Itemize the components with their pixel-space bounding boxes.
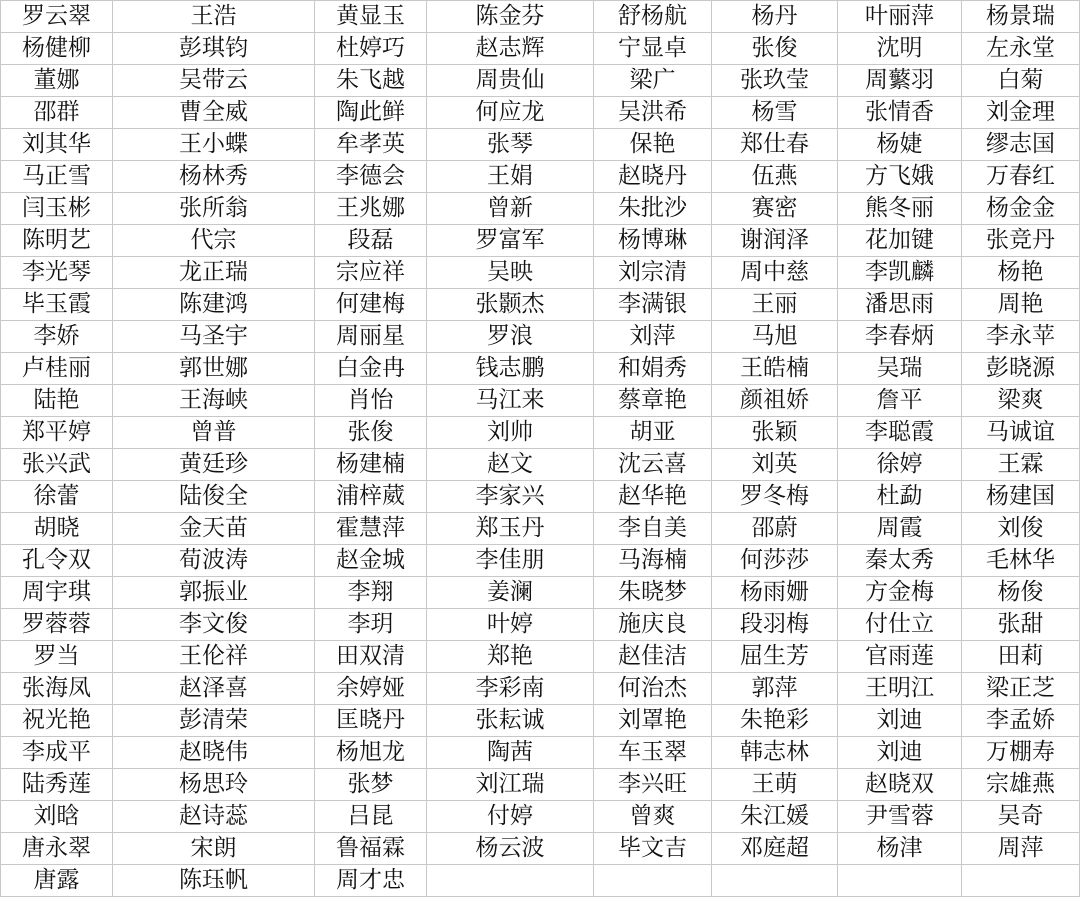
name-cell: 陶茜 bbox=[427, 737, 594, 769]
name-cell: 李聪霞 bbox=[838, 417, 962, 449]
name-cell: 周中慈 bbox=[712, 257, 838, 289]
name-cell: 王丽 bbox=[712, 289, 838, 321]
name-cell: 吴映 bbox=[427, 257, 594, 289]
name-cell: 李玥 bbox=[315, 609, 427, 641]
name-cell: 杨云波 bbox=[427, 833, 594, 865]
name-cell: 杨健柳 bbox=[1, 33, 113, 65]
name-cell: 何治杰 bbox=[594, 673, 712, 705]
name-cell: 张海凤 bbox=[1, 673, 113, 705]
name-cell: 左永堂 bbox=[962, 33, 1080, 65]
name-cell: 马诚谊 bbox=[962, 417, 1080, 449]
name-cell: 陈珏帆 bbox=[113, 865, 315, 897]
name-cell: 陆艳 bbox=[1, 385, 113, 417]
name-cell: 王小蝶 bbox=[113, 129, 315, 161]
name-cell: 牟孝英 bbox=[315, 129, 427, 161]
name-cell: 王海峡 bbox=[113, 385, 315, 417]
name-cell: 邓庭超 bbox=[712, 833, 838, 865]
table-row bbox=[1, 97, 1080, 129]
name-cell: 肖怡 bbox=[315, 385, 427, 417]
name-cell: 缪志国 bbox=[962, 129, 1080, 161]
name-cell: 陈建鸿 bbox=[113, 289, 315, 321]
name-cell: 刘罩艳 bbox=[594, 705, 712, 737]
name-cell: 赵诗蕊 bbox=[113, 801, 315, 833]
name-cell: 杜勐 bbox=[838, 481, 962, 513]
table-row bbox=[1, 609, 1080, 641]
name-cell: 秦太秀 bbox=[838, 545, 962, 577]
name-cell: 王萌 bbox=[712, 769, 838, 801]
name-cell bbox=[427, 865, 594, 897]
name-cell: 刘金理 bbox=[962, 97, 1080, 129]
name-cell: 沈明 bbox=[838, 33, 962, 65]
name-cell: 付仕立 bbox=[838, 609, 962, 641]
table-row bbox=[1, 257, 1080, 289]
name-cell: 李佳朋 bbox=[427, 545, 594, 577]
name-cell: 谢润泽 bbox=[712, 225, 838, 257]
name-cell: 杨丹 bbox=[712, 1, 838, 33]
name-cell: 罗富军 bbox=[427, 225, 594, 257]
table-row bbox=[1, 769, 1080, 801]
name-cell: 杨林秀 bbox=[113, 161, 315, 193]
name-cell: 杨雪 bbox=[712, 97, 838, 129]
name-cell bbox=[838, 865, 962, 897]
name-cell: 周艳 bbox=[962, 289, 1080, 321]
name-cell: 赵泽喜 bbox=[113, 673, 315, 705]
name-cell: 郭世娜 bbox=[113, 353, 315, 385]
table-row bbox=[1, 801, 1080, 833]
name-cell: 杨博琳 bbox=[594, 225, 712, 257]
name-cell: 曹全威 bbox=[113, 97, 315, 129]
name-cell: 官雨莲 bbox=[838, 641, 962, 673]
name-cell: 白菊 bbox=[962, 65, 1080, 97]
name-cell: 李满银 bbox=[594, 289, 712, 321]
name-cell: 刘英 bbox=[712, 449, 838, 481]
name-cell: 陆俊全 bbox=[113, 481, 315, 513]
name-cell: 张颢杰 bbox=[427, 289, 594, 321]
name-cell: 彭清荣 bbox=[113, 705, 315, 737]
name-cell: 陈金芬 bbox=[427, 1, 594, 33]
name-cell: 杨旭龙 bbox=[315, 737, 427, 769]
name-cell: 吴瑞 bbox=[838, 353, 962, 385]
name-cell: 朱批沙 bbox=[594, 193, 712, 225]
name-cell: 沈云喜 bbox=[594, 449, 712, 481]
name-cell: 张琴 bbox=[427, 129, 594, 161]
name-cell: 何应龙 bbox=[427, 97, 594, 129]
table-row bbox=[1, 353, 1080, 385]
name-cell: 白金冉 bbox=[315, 353, 427, 385]
name-cell: 荀波涛 bbox=[113, 545, 315, 577]
table-row bbox=[1, 577, 1080, 609]
name-cell: 王浩 bbox=[113, 1, 315, 33]
name-cell: 王明江 bbox=[838, 673, 962, 705]
name-cell bbox=[594, 865, 712, 897]
name-cell: 陈明艺 bbox=[1, 225, 113, 257]
name-cell: 周霞 bbox=[838, 513, 962, 545]
name-cell: 张所翁 bbox=[113, 193, 315, 225]
name-cell: 刘晗 bbox=[1, 801, 113, 833]
name-cell: 叶婷 bbox=[427, 609, 594, 641]
name-cell: 彭晓源 bbox=[962, 353, 1080, 385]
name-cell: 邵蔚 bbox=[712, 513, 838, 545]
name-cell: 郑仕春 bbox=[712, 129, 838, 161]
name-cell: 赵晓伟 bbox=[113, 737, 315, 769]
name-cell: 徐蕾 bbox=[1, 481, 113, 513]
name-cell: 郭萍 bbox=[712, 673, 838, 705]
name-cell: 田莉 bbox=[962, 641, 1080, 673]
name-cell: 韩志林 bbox=[712, 737, 838, 769]
name-cell: 段磊 bbox=[315, 225, 427, 257]
name-cell: 杨景瑞 bbox=[962, 1, 1080, 33]
name-cell: 杨建楠 bbox=[315, 449, 427, 481]
name-cell: 何建梅 bbox=[315, 289, 427, 321]
name-cell: 郑玉丹 bbox=[427, 513, 594, 545]
name-cell: 赵志辉 bbox=[427, 33, 594, 65]
name-cell: 邵群 bbox=[1, 97, 113, 129]
name-cell: 段羽梅 bbox=[712, 609, 838, 641]
name-cell: 张竞丹 bbox=[962, 225, 1080, 257]
name-cell: 颜祖娇 bbox=[712, 385, 838, 417]
name-cell: 叶丽萍 bbox=[838, 1, 962, 33]
name-cell: 浦梓葳 bbox=[315, 481, 427, 513]
name-cell: 姜澜 bbox=[427, 577, 594, 609]
name-cell: 李凯麟 bbox=[838, 257, 962, 289]
name-cell: 刘其华 bbox=[1, 129, 113, 161]
name-cell bbox=[962, 865, 1080, 897]
name-cell: 朱艳彩 bbox=[712, 705, 838, 737]
name-cell: 赵华艳 bbox=[594, 481, 712, 513]
name-cell: 尹雪蓉 bbox=[838, 801, 962, 833]
name-cell: 张玖莹 bbox=[712, 65, 838, 97]
name-cell: 唐露 bbox=[1, 865, 113, 897]
name-cell: 张颖 bbox=[712, 417, 838, 449]
table-row bbox=[1, 385, 1080, 417]
name-cell: 李孟娇 bbox=[962, 705, 1080, 737]
name-cell: 罗当 bbox=[1, 641, 113, 673]
table-row bbox=[1, 705, 1080, 737]
name-cell: 杨婕 bbox=[838, 129, 962, 161]
name-cell: 张俊 bbox=[315, 417, 427, 449]
name-cell: 毕文吉 bbox=[594, 833, 712, 865]
table-row bbox=[1, 161, 1080, 193]
name-cell: 孔令双 bbox=[1, 545, 113, 577]
name-cell: 唐永翠 bbox=[1, 833, 113, 865]
table-row bbox=[1, 737, 1080, 769]
name-cell: 杨俊 bbox=[962, 577, 1080, 609]
table-row bbox=[1, 193, 1080, 225]
name-cell: 李德会 bbox=[315, 161, 427, 193]
name-cell: 梁正芝 bbox=[962, 673, 1080, 705]
name-cell: 王伦祥 bbox=[113, 641, 315, 673]
name-cell: 宋朗 bbox=[113, 833, 315, 865]
name-cell: 吴奇 bbox=[962, 801, 1080, 833]
name-cell: 彭琪钧 bbox=[113, 33, 315, 65]
name-cell: 杜婷巧 bbox=[315, 33, 427, 65]
name-cell: 李春炳 bbox=[838, 321, 962, 353]
name-cell: 徐婷 bbox=[838, 449, 962, 481]
name-cell: 郑平婷 bbox=[1, 417, 113, 449]
name-cell: 曾普 bbox=[113, 417, 315, 449]
name-cell: 车玉翠 bbox=[594, 737, 712, 769]
name-cell: 杨建国 bbox=[962, 481, 1080, 513]
name-cell: 李翔 bbox=[315, 577, 427, 609]
name-cell: 胡晓 bbox=[1, 513, 113, 545]
name-cell: 罗冬梅 bbox=[712, 481, 838, 513]
name-cell: 方金梅 bbox=[838, 577, 962, 609]
name-cell: 张耘诚 bbox=[427, 705, 594, 737]
name-cell: 李娇 bbox=[1, 321, 113, 353]
name-cell: 刘俊 bbox=[962, 513, 1080, 545]
name-cell: 吴带云 bbox=[113, 65, 315, 97]
table-row bbox=[1, 673, 1080, 705]
name-cell: 赵金城 bbox=[315, 545, 427, 577]
table-row bbox=[1, 865, 1080, 897]
name-cell: 闫玉彬 bbox=[1, 193, 113, 225]
table-body bbox=[1, 1, 1080, 897]
name-cell: 吴洪希 bbox=[594, 97, 712, 129]
table-row bbox=[1, 129, 1080, 161]
name-cell: 王兆娜 bbox=[315, 193, 427, 225]
name-cell: 朱飞越 bbox=[315, 65, 427, 97]
table-row bbox=[1, 33, 1080, 65]
name-cell: 熊冬丽 bbox=[838, 193, 962, 225]
table-row bbox=[1, 833, 1080, 865]
name-cell: 黄显玉 bbox=[315, 1, 427, 33]
name-cell: 万棚寿 bbox=[962, 737, 1080, 769]
name-cell: 霍慧萍 bbox=[315, 513, 427, 545]
name-cell: 赛密 bbox=[712, 193, 838, 225]
name-cell bbox=[712, 865, 838, 897]
name-cell: 罗蓉蓉 bbox=[1, 609, 113, 641]
name-cell: 陶此鲜 bbox=[315, 97, 427, 129]
name-cell: 董娜 bbox=[1, 65, 113, 97]
name-cell: 付婷 bbox=[427, 801, 594, 833]
table-row bbox=[1, 481, 1080, 513]
name-cell: 宗雄燕 bbox=[962, 769, 1080, 801]
name-cell: 李光琴 bbox=[1, 257, 113, 289]
table-row bbox=[1, 321, 1080, 353]
name-cell: 杨金金 bbox=[962, 193, 1080, 225]
name-cell: 马旭 bbox=[712, 321, 838, 353]
name-cell: 梁广 bbox=[594, 65, 712, 97]
name-cell: 施庆良 bbox=[594, 609, 712, 641]
name-cell: 刘帅 bbox=[427, 417, 594, 449]
name-cell: 李家兴 bbox=[427, 481, 594, 513]
name-cell: 朱晓梦 bbox=[594, 577, 712, 609]
name-cell: 杨津 bbox=[838, 833, 962, 865]
name-cell: 赵佳洁 bbox=[594, 641, 712, 673]
name-cell: 张梦 bbox=[315, 769, 427, 801]
table-row bbox=[1, 449, 1080, 481]
name-cell: 卢桂丽 bbox=[1, 353, 113, 385]
name-cell: 周才忠 bbox=[315, 865, 427, 897]
name-cell: 毕玉霞 bbox=[1, 289, 113, 321]
name-cell: 郑艳 bbox=[427, 641, 594, 673]
name-cell: 李兴旺 bbox=[594, 769, 712, 801]
name-cell: 周萍 bbox=[962, 833, 1080, 865]
table-row bbox=[1, 513, 1080, 545]
name-cell: 赵晓丹 bbox=[594, 161, 712, 193]
name-cell: 宁显卓 bbox=[594, 33, 712, 65]
name-cell: 朱江媛 bbox=[712, 801, 838, 833]
name-cell: 田双清 bbox=[315, 641, 427, 673]
name-cell: 马江来 bbox=[427, 385, 594, 417]
name-cell: 曾新 bbox=[427, 193, 594, 225]
name-cell: 李文俊 bbox=[113, 609, 315, 641]
name-cell: 钱志鹏 bbox=[427, 353, 594, 385]
name-cell: 匡晓丹 bbox=[315, 705, 427, 737]
name-cell: 李彩南 bbox=[427, 673, 594, 705]
name-cell: 詹平 bbox=[838, 385, 962, 417]
table-row bbox=[1, 289, 1080, 321]
name-cell: 杨思玲 bbox=[113, 769, 315, 801]
name-cell: 杨艳 bbox=[962, 257, 1080, 289]
name-cell: 花加键 bbox=[838, 225, 962, 257]
name-cell: 舒杨航 bbox=[594, 1, 712, 33]
name-cell: 张情香 bbox=[838, 97, 962, 129]
name-cell: 马正雪 bbox=[1, 161, 113, 193]
name-cell: 和娟秀 bbox=[594, 353, 712, 385]
table-row bbox=[1, 417, 1080, 449]
name-cell: 刘萍 bbox=[594, 321, 712, 353]
name-cell: 马海楠 bbox=[594, 545, 712, 577]
name-cell: 刘迪 bbox=[838, 705, 962, 737]
table-row bbox=[1, 1, 1080, 33]
name-cell: 周丽星 bbox=[315, 321, 427, 353]
name-cell: 刘宗清 bbox=[594, 257, 712, 289]
name-cell: 赵文 bbox=[427, 449, 594, 481]
name-cell: 李自美 bbox=[594, 513, 712, 545]
name-cell: 王娟 bbox=[427, 161, 594, 193]
name-cell: 刘迪 bbox=[838, 737, 962, 769]
name-cell: 李永苹 bbox=[962, 321, 1080, 353]
name-cell: 余婷娅 bbox=[315, 673, 427, 705]
name-cell: 杨雨姗 bbox=[712, 577, 838, 609]
name-cell: 金天苗 bbox=[113, 513, 315, 545]
name-cell: 伍燕 bbox=[712, 161, 838, 193]
name-cell: 刘江瑞 bbox=[427, 769, 594, 801]
name-cell: 王霖 bbox=[962, 449, 1080, 481]
name-cell: 保艳 bbox=[594, 129, 712, 161]
name-cell: 马圣宇 bbox=[113, 321, 315, 353]
name-cell: 毛林华 bbox=[962, 545, 1080, 577]
name-cell: 代宗 bbox=[113, 225, 315, 257]
name-cell: 张兴武 bbox=[1, 449, 113, 481]
name-cell: 张俊 bbox=[712, 33, 838, 65]
name-cell: 何莎莎 bbox=[712, 545, 838, 577]
name-cell: 吕昆 bbox=[315, 801, 427, 833]
name-cell: 周蘩羽 bbox=[838, 65, 962, 97]
name-cell: 李成平 bbox=[1, 737, 113, 769]
name-cell: 王皓楠 bbox=[712, 353, 838, 385]
name-cell: 陆秀莲 bbox=[1, 769, 113, 801]
name-cell: 周宇琪 bbox=[1, 577, 113, 609]
name-cell: 郭振业 bbox=[113, 577, 315, 609]
table-row bbox=[1, 225, 1080, 257]
name-cell: 张甜 bbox=[962, 609, 1080, 641]
name-cell: 潘思雨 bbox=[838, 289, 962, 321]
name-cell: 胡亚 bbox=[594, 417, 712, 449]
name-cell: 宗应祥 bbox=[315, 257, 427, 289]
name-cell: 祝光艳 bbox=[1, 705, 113, 737]
name-cell: 黄廷珍 bbox=[113, 449, 315, 481]
table-row bbox=[1, 641, 1080, 673]
name-cell: 龙正瑞 bbox=[113, 257, 315, 289]
name-cell: 方飞娥 bbox=[838, 161, 962, 193]
table-row bbox=[1, 545, 1080, 577]
name-cell: 曾爽 bbox=[594, 801, 712, 833]
name-cell: 屈生芳 bbox=[712, 641, 838, 673]
table-row bbox=[1, 65, 1080, 97]
name-cell: 万春红 bbox=[962, 161, 1080, 193]
name-cell: 罗云翠 bbox=[1, 1, 113, 33]
name-cell: 鲁福霖 bbox=[315, 833, 427, 865]
name-cell: 梁爽 bbox=[962, 385, 1080, 417]
name-cell: 罗浪 bbox=[427, 321, 594, 353]
name-cell: 周贵仙 bbox=[427, 65, 594, 97]
name-cell: 赵晓双 bbox=[838, 769, 962, 801]
name-cell: 蔡章艳 bbox=[594, 385, 712, 417]
